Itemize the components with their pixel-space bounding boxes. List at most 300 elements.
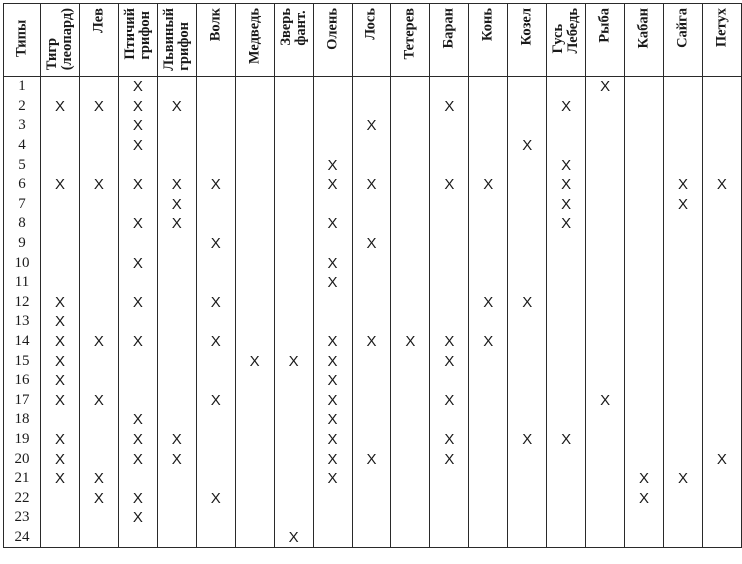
mark-cell: X — [118, 116, 157, 136]
empty-cell — [274, 469, 313, 489]
mark-cell: X — [547, 214, 586, 234]
mark-cell: X — [664, 469, 703, 489]
mark-cell: X — [547, 155, 586, 175]
empty-cell — [586, 332, 625, 352]
mark-cell: X — [313, 449, 352, 469]
type-number: 12 — [4, 293, 41, 313]
mark-cell: X — [430, 351, 469, 371]
mark-cell: X — [118, 214, 157, 234]
empty-cell — [702, 488, 741, 508]
mark-cell: X — [118, 293, 157, 313]
empty-cell — [702, 77, 741, 97]
table-row — [4, 488, 742, 508]
header-col-14 — [547, 4, 586, 77]
empty-cell — [625, 97, 664, 117]
empty-cell — [196, 214, 235, 234]
mark-cell: X — [196, 332, 235, 352]
empty-cell — [430, 488, 469, 508]
empty-cell — [469, 77, 508, 97]
empty-cell — [157, 77, 196, 97]
empty-cell — [157, 488, 196, 508]
empty-cell — [430, 273, 469, 293]
header-col-label: Гусь Лебедь — [550, 8, 582, 54]
mark-cell: X — [313, 175, 352, 195]
empty-cell — [274, 293, 313, 313]
table-row — [4, 253, 742, 273]
empty-cell — [508, 312, 547, 332]
empty-cell — [352, 77, 391, 97]
empty-cell — [196, 351, 235, 371]
mark-cell: X — [274, 528, 313, 548]
empty-cell — [196, 77, 235, 97]
empty-cell — [41, 528, 80, 548]
empty-cell — [313, 77, 352, 97]
empty-cell — [586, 155, 625, 175]
type-number: 14 — [4, 332, 41, 352]
mark-cell: X — [79, 332, 118, 352]
empty-cell — [430, 293, 469, 313]
mark-cell: X — [274, 351, 313, 371]
mark-cell: X — [508, 430, 547, 450]
empty-cell — [547, 234, 586, 254]
header-col-9 — [352, 4, 391, 77]
empty-cell — [547, 273, 586, 293]
empty-cell — [547, 449, 586, 469]
empty-cell — [430, 508, 469, 528]
empty-cell — [469, 155, 508, 175]
header-col-18 — [702, 4, 741, 77]
empty-cell — [235, 528, 274, 548]
empty-cell — [196, 136, 235, 156]
empty-cell — [79, 410, 118, 430]
empty-cell — [79, 234, 118, 254]
type-number: 22 — [4, 488, 41, 508]
empty-cell — [235, 155, 274, 175]
empty-cell — [391, 528, 430, 548]
empty-cell — [586, 136, 625, 156]
empty-cell — [430, 214, 469, 234]
empty-cell — [664, 273, 703, 293]
mark-cell: X — [118, 430, 157, 450]
empty-cell — [196, 97, 235, 117]
empty-cell — [664, 430, 703, 450]
empty-cell — [625, 449, 664, 469]
header-col-label: Кабан — [635, 8, 652, 49]
header-col-label: Лось — [362, 8, 379, 40]
mark-cell: X — [352, 449, 391, 469]
empty-cell — [702, 371, 741, 391]
type-number: 9 — [4, 234, 41, 254]
empty-cell — [235, 273, 274, 293]
empty-cell — [196, 253, 235, 273]
mark-cell: X — [586, 77, 625, 97]
empty-cell — [702, 312, 741, 332]
empty-cell — [547, 351, 586, 371]
empty-cell — [469, 234, 508, 254]
mark-cell: X — [41, 469, 80, 489]
header-col-label: Волк — [207, 8, 224, 42]
mark-cell: X — [41, 293, 80, 313]
empty-cell — [235, 508, 274, 528]
empty-cell — [702, 332, 741, 352]
empty-cell — [274, 391, 313, 411]
header-col-6 — [235, 4, 274, 77]
empty-cell — [274, 136, 313, 156]
empty-cell — [625, 214, 664, 234]
empty-cell — [352, 253, 391, 273]
empty-cell — [664, 116, 703, 136]
mark-cell: X — [41, 175, 80, 195]
empty-cell — [391, 410, 430, 430]
empty-cell — [274, 175, 313, 195]
empty-cell — [469, 214, 508, 234]
empty-cell — [235, 449, 274, 469]
empty-cell — [274, 508, 313, 528]
empty-cell — [664, 508, 703, 528]
empty-cell — [625, 312, 664, 332]
empty-cell — [79, 528, 118, 548]
header-col-17 — [664, 4, 703, 77]
empty-cell — [586, 175, 625, 195]
empty-cell — [391, 312, 430, 332]
empty-cell — [702, 351, 741, 371]
mark-cell: X — [313, 332, 352, 352]
empty-cell — [235, 136, 274, 156]
types-table — [3, 3, 742, 548]
empty-cell — [352, 351, 391, 371]
header-col-11 — [430, 4, 469, 77]
mark-cell: X — [157, 430, 196, 450]
empty-cell — [508, 449, 547, 469]
empty-cell — [508, 214, 547, 234]
empty-cell — [391, 234, 430, 254]
empty-cell — [157, 469, 196, 489]
empty-cell — [547, 293, 586, 313]
empty-cell — [508, 371, 547, 391]
empty-cell — [235, 195, 274, 215]
table-row — [4, 391, 742, 411]
empty-cell — [625, 175, 664, 195]
empty-cell — [391, 273, 430, 293]
empty-cell — [391, 293, 430, 313]
table-row — [4, 312, 742, 332]
mark-cell: X — [430, 430, 469, 450]
empty-cell — [508, 155, 547, 175]
empty-cell — [274, 332, 313, 352]
empty-cell — [274, 273, 313, 293]
empty-cell — [313, 136, 352, 156]
empty-cell — [664, 332, 703, 352]
empty-cell — [274, 195, 313, 215]
type-number: 6 — [4, 175, 41, 195]
empty-cell — [157, 136, 196, 156]
mark-cell: X — [430, 175, 469, 195]
empty-cell — [313, 293, 352, 313]
empty-cell — [391, 195, 430, 215]
empty-cell — [352, 97, 391, 117]
table-row — [4, 410, 742, 430]
table-row — [4, 449, 742, 469]
empty-cell — [586, 410, 625, 430]
empty-cell — [79, 253, 118, 273]
empty-cell — [469, 253, 508, 273]
empty-cell — [664, 136, 703, 156]
empty-cell — [664, 214, 703, 234]
empty-cell — [702, 136, 741, 156]
empty-cell — [352, 469, 391, 489]
mark-cell: X — [41, 332, 80, 352]
empty-cell — [235, 430, 274, 450]
header-col-label: Тигр (леопард) — [43, 8, 75, 71]
type-number: 13 — [4, 312, 41, 332]
empty-cell — [274, 214, 313, 234]
empty-cell — [625, 293, 664, 313]
empty-cell — [702, 273, 741, 293]
empty-cell — [391, 214, 430, 234]
table-row — [4, 273, 742, 293]
mark-cell: X — [118, 175, 157, 195]
empty-cell — [391, 97, 430, 117]
empty-cell — [391, 449, 430, 469]
header-col-13 — [508, 4, 547, 77]
empty-cell — [79, 77, 118, 97]
empty-cell — [235, 410, 274, 430]
mark-cell: X — [157, 214, 196, 234]
header-col-16 — [625, 4, 664, 77]
empty-cell — [118, 528, 157, 548]
empty-cell — [508, 351, 547, 371]
empty-cell — [157, 116, 196, 136]
empty-cell — [702, 508, 741, 528]
mark-cell: X — [547, 97, 586, 117]
empty-cell — [547, 77, 586, 97]
empty-cell — [118, 371, 157, 391]
empty-cell — [664, 351, 703, 371]
empty-cell — [235, 234, 274, 254]
table-row — [4, 175, 742, 195]
type-number: 10 — [4, 253, 41, 273]
empty-cell — [664, 371, 703, 391]
empty-cell — [157, 508, 196, 528]
empty-cell — [118, 312, 157, 332]
empty-cell — [469, 195, 508, 215]
empty-cell — [469, 469, 508, 489]
header-col-label: Рыба — [596, 8, 613, 43]
empty-cell — [274, 430, 313, 450]
empty-cell — [41, 410, 80, 430]
mark-cell: X — [41, 430, 80, 450]
empty-cell — [664, 155, 703, 175]
empty-cell — [586, 97, 625, 117]
empty-cell — [702, 97, 741, 117]
mark-cell: X — [157, 195, 196, 215]
empty-cell — [391, 391, 430, 411]
empty-cell — [118, 391, 157, 411]
table-row — [4, 136, 742, 156]
empty-cell — [391, 175, 430, 195]
table-body — [4, 77, 742, 548]
header-types-label: Типы — [13, 19, 30, 57]
empty-cell — [196, 371, 235, 391]
empty-cell — [41, 214, 80, 234]
empty-cell — [118, 273, 157, 293]
mark-cell: X — [391, 332, 430, 352]
empty-cell — [313, 508, 352, 528]
header-col-12 — [469, 4, 508, 77]
mark-cell: X — [79, 488, 118, 508]
empty-cell — [664, 77, 703, 97]
empty-cell — [430, 371, 469, 391]
mark-cell: X — [313, 155, 352, 175]
empty-cell — [664, 293, 703, 313]
table-row — [4, 430, 742, 450]
mark-cell: X — [41, 371, 80, 391]
empty-cell — [391, 488, 430, 508]
table-row — [4, 195, 742, 215]
mark-cell: X — [469, 293, 508, 313]
type-number: 16 — [4, 371, 41, 391]
empty-cell — [469, 488, 508, 508]
empty-cell — [313, 488, 352, 508]
mark-cell: X — [313, 410, 352, 430]
empty-cell — [625, 528, 664, 548]
empty-cell — [274, 155, 313, 175]
empty-cell — [352, 391, 391, 411]
mark-cell: X — [664, 195, 703, 215]
empty-cell — [157, 293, 196, 313]
type-number: 8 — [4, 214, 41, 234]
type-number: 18 — [4, 410, 41, 430]
table-row — [4, 214, 742, 234]
empty-cell — [469, 528, 508, 548]
empty-cell — [547, 371, 586, 391]
empty-cell — [586, 253, 625, 273]
empty-cell — [664, 234, 703, 254]
empty-cell — [702, 528, 741, 548]
empty-cell — [79, 195, 118, 215]
empty-cell — [41, 116, 80, 136]
mark-cell: X — [196, 391, 235, 411]
empty-cell — [586, 234, 625, 254]
empty-cell — [508, 488, 547, 508]
empty-cell — [235, 488, 274, 508]
empty-cell — [313, 312, 352, 332]
empty-cell — [508, 508, 547, 528]
empty-cell — [235, 175, 274, 195]
mark-cell: X — [79, 391, 118, 411]
empty-cell — [625, 391, 664, 411]
empty-cell — [235, 332, 274, 352]
empty-cell — [274, 371, 313, 391]
mark-cell: X — [352, 175, 391, 195]
empty-cell — [391, 77, 430, 97]
empty-cell — [157, 371, 196, 391]
empty-cell — [625, 77, 664, 97]
mark-cell: X — [196, 175, 235, 195]
empty-cell — [664, 528, 703, 548]
empty-cell — [235, 391, 274, 411]
mark-cell: X — [547, 195, 586, 215]
empty-cell — [586, 371, 625, 391]
empty-cell — [274, 253, 313, 273]
empty-cell — [547, 508, 586, 528]
type-number: 23 — [4, 508, 41, 528]
empty-cell — [430, 136, 469, 156]
mark-cell: X — [313, 469, 352, 489]
empty-cell — [274, 312, 313, 332]
empty-cell — [313, 528, 352, 548]
empty-cell — [469, 371, 508, 391]
empty-cell — [469, 351, 508, 371]
empty-cell — [79, 351, 118, 371]
empty-cell — [41, 273, 80, 293]
header-types — [4, 4, 41, 77]
empty-cell — [196, 273, 235, 293]
empty-cell — [274, 77, 313, 97]
empty-cell — [196, 430, 235, 450]
empty-cell — [313, 234, 352, 254]
type-number: 11 — [4, 273, 41, 293]
header-col-2 — [79, 4, 118, 77]
type-number: 2 — [4, 97, 41, 117]
empty-cell — [352, 214, 391, 234]
mark-cell: X — [118, 136, 157, 156]
empty-cell — [702, 293, 741, 313]
type-number: 4 — [4, 136, 41, 156]
mark-cell: X — [469, 175, 508, 195]
empty-cell — [157, 410, 196, 430]
empty-cell — [274, 234, 313, 254]
empty-cell — [235, 371, 274, 391]
empty-cell — [430, 253, 469, 273]
empty-cell — [664, 312, 703, 332]
empty-cell — [547, 116, 586, 136]
mark-cell: X — [352, 116, 391, 136]
type-number: 5 — [4, 155, 41, 175]
mark-cell: X — [41, 449, 80, 469]
empty-cell — [235, 77, 274, 97]
empty-cell — [79, 430, 118, 450]
empty-cell — [702, 410, 741, 430]
type-number: 15 — [4, 351, 41, 371]
mark-cell: X — [79, 175, 118, 195]
empty-cell — [196, 469, 235, 489]
header-col-8 — [313, 4, 352, 77]
empty-cell — [430, 312, 469, 332]
empty-cell — [508, 195, 547, 215]
empty-cell — [430, 528, 469, 548]
empty-cell — [196, 195, 235, 215]
empty-cell — [41, 77, 80, 97]
empty-cell — [196, 410, 235, 430]
mark-cell: X — [508, 136, 547, 156]
empty-cell — [157, 253, 196, 273]
empty-cell — [352, 155, 391, 175]
empty-cell — [391, 430, 430, 450]
empty-cell — [430, 77, 469, 97]
table-row — [4, 371, 742, 391]
mark-cell: X — [118, 449, 157, 469]
empty-cell — [79, 371, 118, 391]
empty-cell — [196, 528, 235, 548]
mark-cell: X — [313, 430, 352, 450]
empty-cell — [469, 430, 508, 450]
empty-cell — [391, 469, 430, 489]
empty-cell — [625, 332, 664, 352]
empty-cell — [79, 273, 118, 293]
mark-cell: X — [625, 469, 664, 489]
mark-cell: X — [118, 77, 157, 97]
